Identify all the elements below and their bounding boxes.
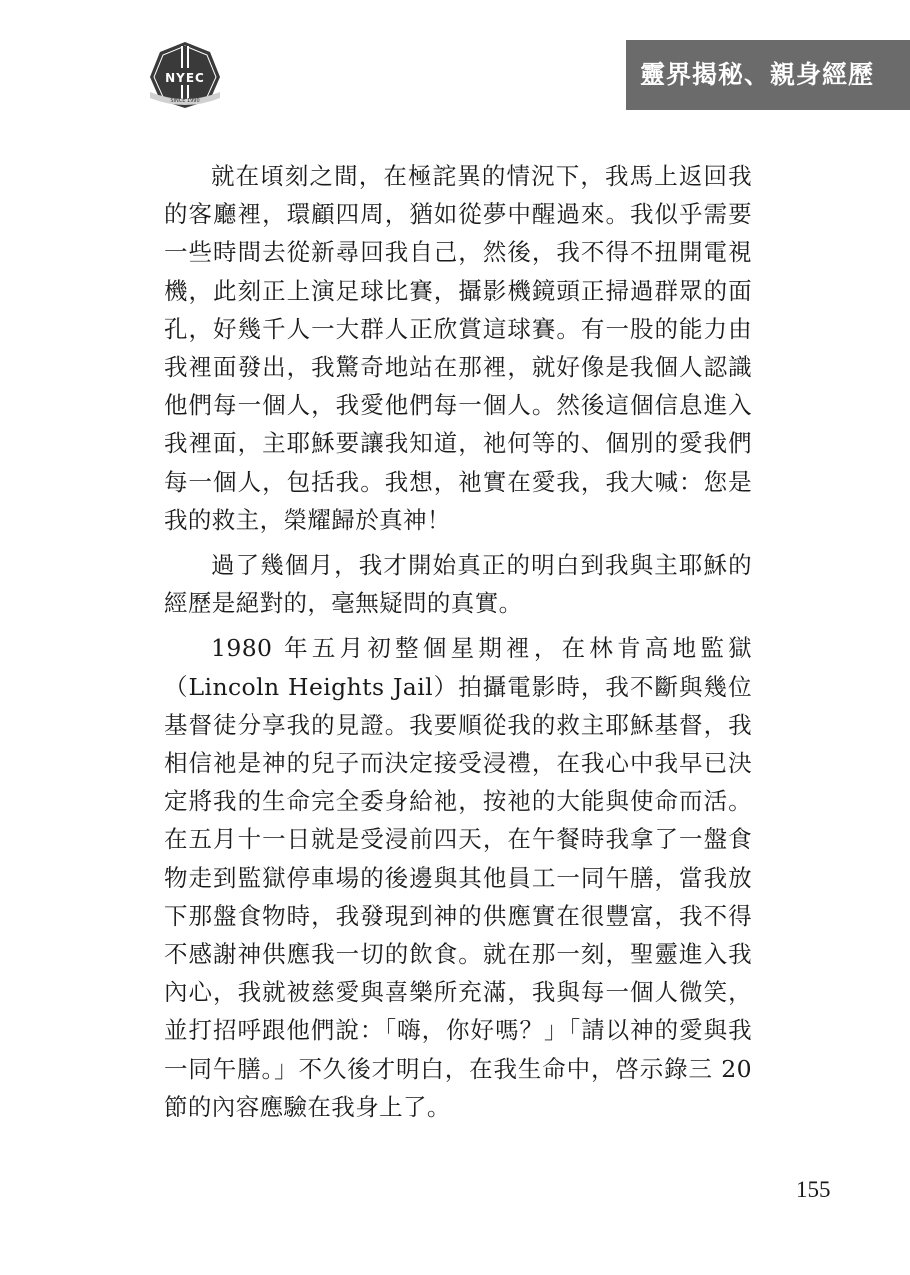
body-text (164, 157, 752, 1126)
paragraph: 1980 年五月初整個星期裡，在林肯高地監獄（Lincoln Heights Jail）拍攝電影時，我不斷與幾位基督徒分享我的見證。我要順從我的救主耶穌基督，我相信祂是神的兒子而決定接受浸禮，在我心中我早已決定將我的生命完全委身給祂，按祂的大能與使命而活。在五月十一日就是受浸前四天，在午餐時我拿了一盤食物走到監獄停車場的後邊與其他員工一同午膳，當我放下那盤食物時，我發現到神的供應實在很豐富，我不得不感謝神供應我一切的飲食。就在那一刻，聖靈進入我內心，我就被慈愛與喜樂所充滿，我與每一個人微笑，並打招呼跟他們說：「嗨，你好嗎？」「請以神的愛與我一同午膳。」不久後才明白，在我生命中，啓示錄三 20 節的內容應驗在我身上了。 (164, 634, 752, 1121)
section-title: 靈界揭秘、親身經歷 (626, 40, 910, 110)
paragraph: 就在頃刻之間，在極詫異的情況下，我馬上返回我的客廳裡，環顧四周，猶如從夢中醒過來。我似乎需要一些時間去從新尋回我自己，然後，我不得不扭開電視機，此刻正上演足球比賽，攝影機鏡頭正掃過群眾的面孔，好幾千人一大群人正欣賞這球賽。有一股的能力由我裡面發出，我驚奇地站在那裡，就好像是我個人認識他們每一個人，我愛他們每一個人。然後這個信息進入我裡面，主耶穌要讓我知道，祂何等的、個別的愛我們每一個人，包括我。我想，祂實在愛我，我大喊：您是我的救主，榮耀歸於真神！ (164, 162, 752, 534)
page-number: 155 (796, 1177, 831, 1202)
svg-text:SINCE 1990: SINCE 1990 (170, 98, 200, 104)
nyec-logo (148, 40, 222, 110)
svg-text:NYEC: NYEC (165, 71, 205, 85)
paragraph: 過了幾個月，我才開始真正的明白到我與主耶穌的經歷是絕對的，毫無疑問的真實。 (164, 551, 752, 618)
